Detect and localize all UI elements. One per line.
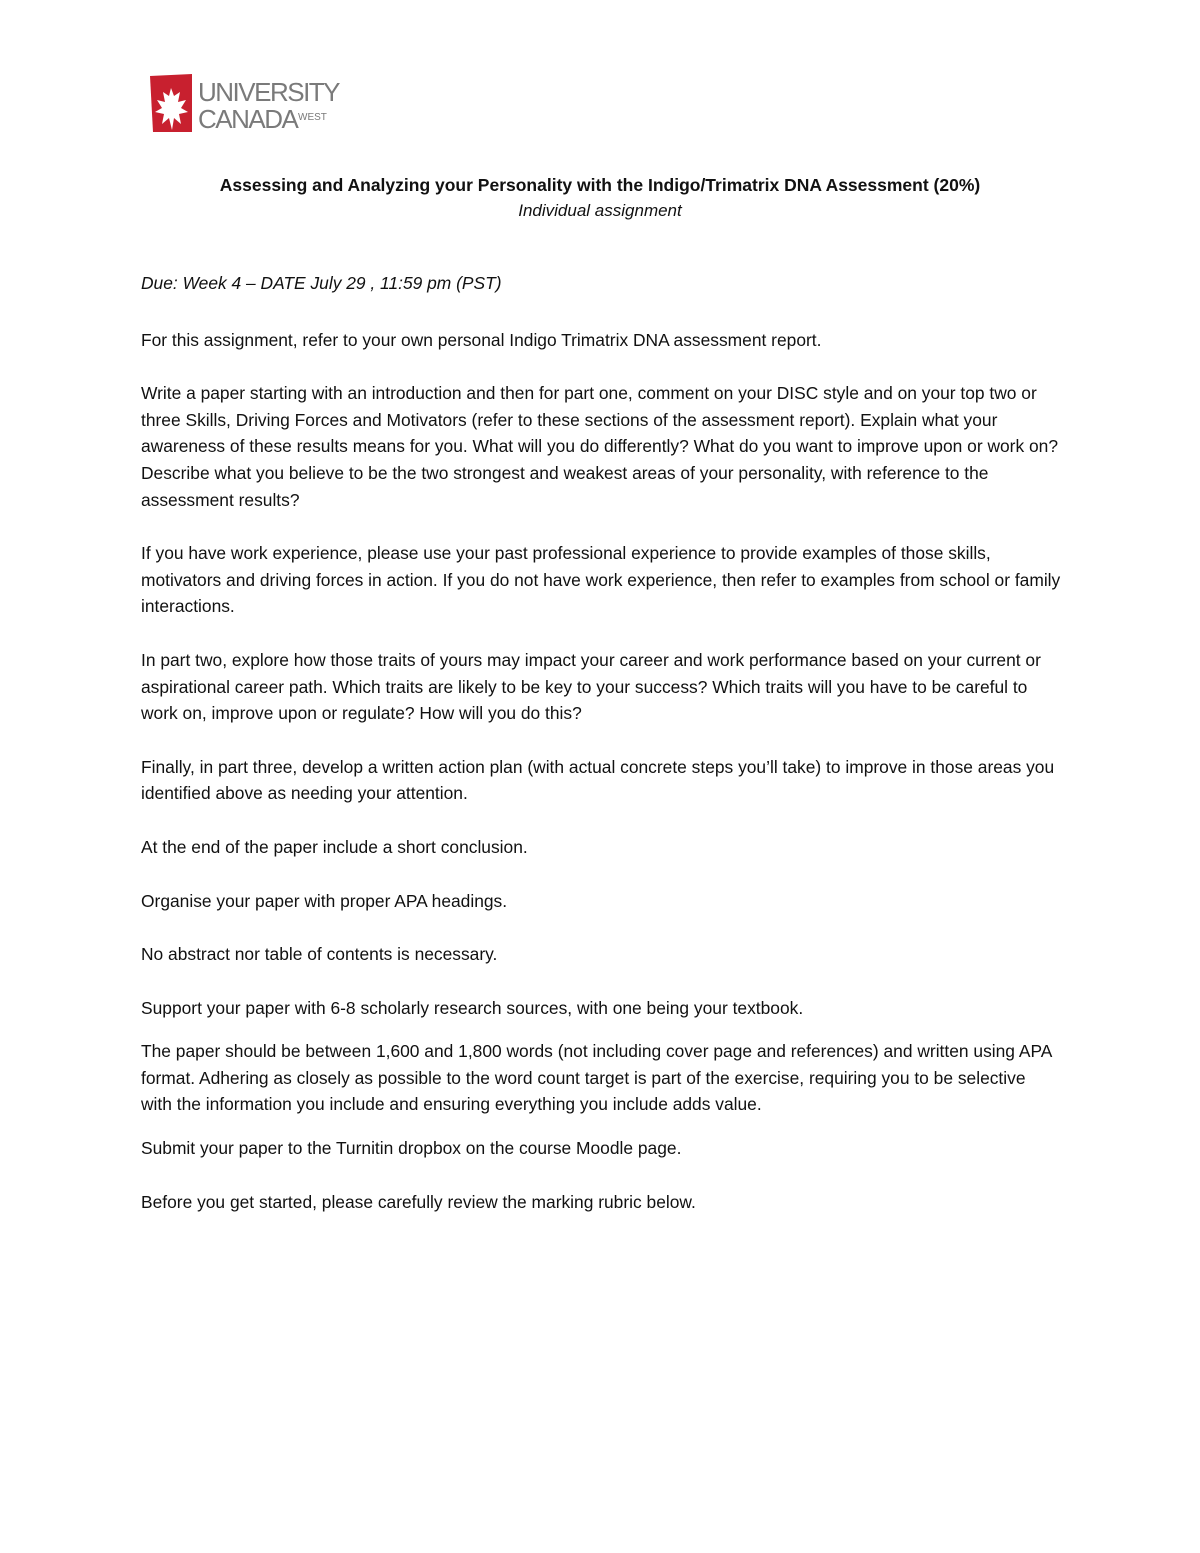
- document-body: [141, 270, 1061, 1242]
- page-title: Assessing and Analyzing your Personality with the Indigo/Trimatrix DNA Assessment (20%): [219, 175, 981, 195]
- paragraph-submit: Submit your paper to the Turnitin dropbox on the course Moodle page.: [141, 1138, 682, 1159]
- university-logo-graphic: [150, 74, 350, 134]
- paragraph-part-one: Write a paper starting with an introduction and then for part one, comment on your DISC style and on your top two or three Skills, Driving Forces and Motivators (refer to these sections of the assessment report). Explain what your awareness of these results means for you. What will you do differently? What do you want to improve upon or work on? Describe what you believe to be the two strongest and weakest areas of your personality, with reference to the assessment results?: [141, 383, 1059, 510]
- paragraph-work-experience: If you have work experience, please use your past professional experience to provide examples of those skills, motivators and driving forces in action. If you do not have work experience, then refer to examples from school or family interactions.: [141, 543, 1061, 617]
- logo-superscript: WEST: [298, 112, 327, 123]
- due-date: Due: Week 4 – DATE July 29 , 11:59 pm (PST): [141, 273, 502, 293]
- paragraph-sources: Support your paper with 6-8 scholarly research sources, with one being your textbook.: [141, 997, 804, 1018]
- paragraph-word-count: The paper should be between 1,600 and 1,800 words (not including cover page and references) and written using APA format. Adhering as closely as possible to the word count target is part of the exercise, requiring you to be selective with the information you include and ensuring everything you include adds value.: [141, 1041, 1052, 1115]
- logo-line2: CANADA: [198, 104, 298, 134]
- logo-line1: UNIVERSITY: [198, 77, 340, 107]
- paragraph-headings: Organise your paper with proper APA headings.: [141, 890, 508, 911]
- page-subtitle: Individual assignment: [518, 201, 682, 220]
- paragraph-conclusion: At the end of the paper include a short conclusion.: [141, 836, 528, 857]
- paragraph-abstract: No abstract nor table of contents is necessary.: [141, 944, 498, 965]
- university-logo: [150, 74, 350, 134]
- paragraph-rubric: Before you get started, please carefully review the marking rubric below.: [141, 1191, 696, 1212]
- paragraph-part-two: In part two, explore how those traits of yours may impact your career and work performance based on your current or aspirational career path. Which traits are likely to be key to your success? Which traits will you have to be careful to work on, improve upon or regulate? How will you do this?: [141, 649, 1041, 724]
- paragraph-part-three: Finally, in part three, develop a written action plan (with actual concrete steps you’ll take) to improve in those areas you identified above as needing your attention.: [141, 756, 1055, 804]
- title-block: [0, 172, 1200, 224]
- paragraph-intro: For this assignment, refer to your own personal Indigo Trimatrix DNA assessment report.: [141, 329, 822, 350]
